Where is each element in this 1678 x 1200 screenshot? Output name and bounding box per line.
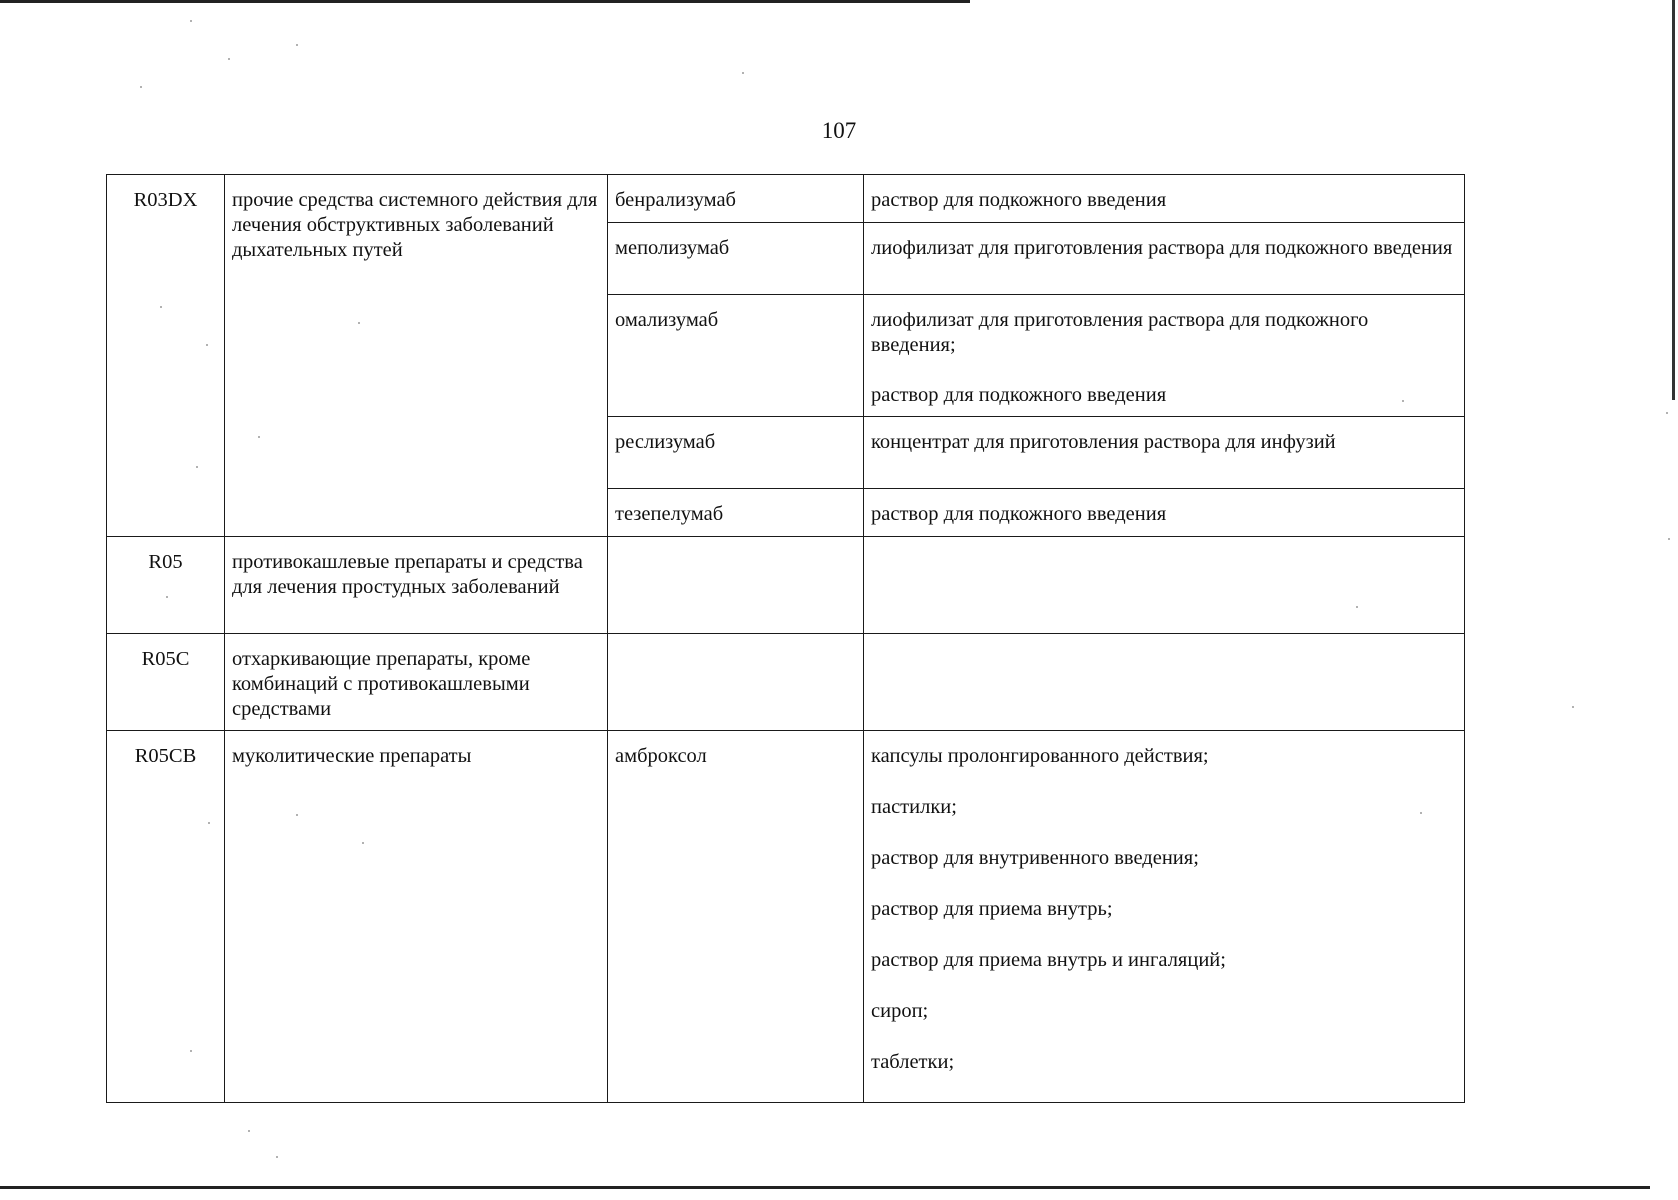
drug-name-cell: омализумаб xyxy=(608,295,864,417)
dosage-form-line: таблетки; xyxy=(871,1051,955,1073)
dosage-form-line: раствор для подкожного введения xyxy=(871,384,1167,406)
atc-group-name-cell: отхаркивающие препараты, кроме комбинаций с противокашлевыми средствами xyxy=(225,634,608,731)
scan-speck xyxy=(228,58,230,60)
atc-group-name-cell: муколитические препараты xyxy=(225,731,608,1103)
scan-speck xyxy=(296,44,298,46)
atc-group-name-cell: прочие средства системного действия для лечения обструктивных заболеваний дыхательных путей xyxy=(225,175,608,537)
scan-speck xyxy=(276,1156,278,1158)
table-row xyxy=(107,175,1465,223)
scan-speck xyxy=(140,86,142,88)
scan-bottom-border xyxy=(0,1186,1650,1189)
dosage-form-cell xyxy=(864,634,1465,731)
scan-speck xyxy=(742,72,744,74)
drug-list-table xyxy=(106,174,1465,1103)
dosage-form-line: лиофилизат для приготовления раствора для подкожного введения; xyxy=(871,309,1369,356)
dosage-form-line: раствор для приема внутрь; xyxy=(871,898,1113,920)
dosage-form-line: раствор для подкожного введения xyxy=(871,189,1167,211)
dosage-form-line: раствор для приема внутрь и ингаляций; xyxy=(871,949,1226,971)
dosage-form-cell xyxy=(864,295,1465,417)
dosage-form-line: концентрат для приготовления раствора для инфузий xyxy=(871,431,1336,453)
scan-speck xyxy=(190,20,192,22)
scan-top-border xyxy=(0,0,970,3)
drug-name-cell: бенрализумаб xyxy=(608,175,864,223)
dosage-form-cell xyxy=(864,175,1465,223)
drug-name-cell: амброксол xyxy=(608,731,864,1103)
dosage-form-line: сироп; xyxy=(871,1000,929,1022)
scan-speck xyxy=(1668,538,1670,540)
scan-right-edge xyxy=(1672,0,1675,400)
drug-name-cell xyxy=(608,634,864,731)
dosage-form-line: пастилки; xyxy=(871,796,957,818)
dosage-form-cell xyxy=(864,537,1465,634)
scan-speck xyxy=(248,1130,250,1132)
dosage-form-cell xyxy=(864,417,1465,489)
dosage-form-cell xyxy=(864,731,1465,1103)
atc-code-cell: R05 xyxy=(107,537,225,634)
drug-name-cell xyxy=(608,537,864,634)
scan-speck xyxy=(1666,412,1668,414)
page-number: 107 xyxy=(821,118,857,143)
scan-speck xyxy=(1572,706,1574,708)
table-row xyxy=(107,731,1465,1103)
table-row xyxy=(107,634,1465,731)
table-row xyxy=(107,537,1465,634)
atc-code-cell: R05CB xyxy=(107,731,225,1103)
dosage-form-line: раствор для внутривенного введения; xyxy=(871,847,1199,869)
dosage-form-line: капсулы пролонгированного действия; xyxy=(871,745,1209,767)
dosage-form-line: лиофилизат для приготовления раствора для подкожного введения xyxy=(871,237,1453,259)
drug-name-cell: тезепелумаб xyxy=(608,489,864,537)
drug-name-cell: меполизумаб xyxy=(608,223,864,295)
dosage-form-line: раствор для подкожного введения xyxy=(871,503,1167,525)
dosage-form-cell xyxy=(864,223,1465,295)
atc-group-name-cell: противокашлевые препараты и средства для лечения простудных заболеваний xyxy=(225,537,608,634)
atc-code-cell: R05C xyxy=(107,634,225,731)
atc-code-cell: R03DX xyxy=(107,175,225,537)
drug-name-cell: реслизумаб xyxy=(608,417,864,489)
dosage-form-cell xyxy=(864,489,1465,537)
